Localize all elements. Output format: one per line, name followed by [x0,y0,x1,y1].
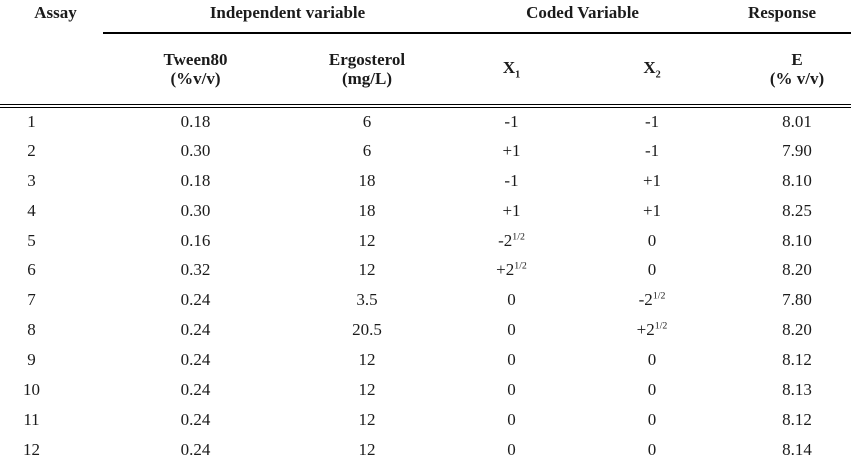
x1-symbol: X [502,57,516,77]
cell-ergosterol: 6 [362,111,372,131]
cell-assay: 10 [23,379,40,399]
col-header-x2 [591,33,713,106]
table-row [0,166,851,196]
x1-value: -1 [504,170,519,190]
cell-x1 [472,345,591,375]
cell-x2 [591,226,713,256]
cell-assay: 1 [27,111,36,131]
tween80-unit: (%v/v) [170,69,221,88]
cell-tween80: 0.30 [180,200,211,220]
x2-value: 0 [647,230,657,250]
cell-x1 [472,196,591,226]
x2-value: -1 [644,140,660,160]
x1-value: 0 [507,379,516,399]
x1-value: 0 [507,350,516,370]
cell-tween80: 0.24 [180,350,211,370]
col-header-assay: Assay [0,0,103,106]
cell-assay: 4 [27,200,36,220]
cell-ergosterol: 12 [358,409,376,429]
cell-tween80: 0.32 [180,260,211,280]
group-header-coded: Coded Variable [472,0,713,33]
ergosterol-unit: (mg/L) [341,69,393,88]
x2-exponent: 1/2 [654,320,668,332]
x2-value: +2 [636,320,655,340]
cell-x1 [472,285,591,315]
cell-assay: 7 [27,290,36,310]
cell-x2 [591,196,713,226]
cell-x1 [472,435,591,465]
group-header-response: Response [713,0,851,33]
cell-x1 [472,136,591,166]
cell-ergosterol: 18 [358,170,376,190]
table-row [0,136,851,166]
x2-value: 0 [647,379,657,399]
cell-x1 [472,255,591,285]
cell-e: 8.14 [782,439,812,459]
table-row [0,255,851,285]
cell-tween80: 0.30 [180,140,211,160]
x2-exponent: 1/2 [652,290,666,302]
cell-assay: 9 [27,350,36,370]
cell-x1 [472,375,591,405]
x1-value: 0 [507,320,516,340]
cell-ergosterol: 12 [358,260,376,280]
cell-tween80: 0.24 [180,290,211,310]
ergosterol-label: Ergosterol [328,49,406,69]
table-row [0,405,851,435]
table-row [0,435,851,465]
cell-assay: 5 [27,230,36,250]
cell-x2 [591,166,713,196]
table-row [0,375,851,405]
sub-header-row [0,33,851,106]
cell-e: 8.13 [782,379,812,399]
cell-assay: 11 [23,409,40,429]
cell-assay: 2 [27,140,36,160]
cell-ergosterol: 12 [358,230,376,250]
table-row [0,315,851,345]
cell-tween80: 0.18 [180,170,211,190]
cell-ergosterol: 12 [358,379,376,399]
cell-ergosterol: 12 [358,350,376,370]
group-header-independent: Independent variable [103,0,472,33]
cell-x2 [591,435,713,465]
col-header-e [713,33,851,106]
table-row [0,345,851,375]
cell-x2 [591,375,713,405]
cell-x1 [472,405,591,435]
cell-e: 8.25 [782,200,812,220]
cell-e: 8.12 [782,409,812,429]
col-header-tween80 [103,33,288,106]
cell-x2 [591,106,713,136]
e-label: E [791,49,803,69]
cell-assay: 8 [27,320,36,340]
cell-tween80: 0.16 [180,230,211,250]
cell-x1 [472,315,591,345]
cell-tween80: 0.18 [180,111,211,131]
x2-value: 0 [647,260,657,280]
cell-e: 8.20 [782,260,812,280]
cell-tween80: 0.24 [180,439,211,459]
e-unit: (% v/v) [769,69,825,88]
cell-x2 [591,285,713,315]
x1-value: -1 [504,111,519,131]
cell-ergosterol: 20.5 [352,320,382,340]
table-header [0,0,851,106]
cell-x2 [591,315,713,345]
x1-value: +2 [496,260,515,280]
x2-value: 0 [647,439,657,459]
x1-value: 0 [507,439,516,459]
col-header-ergosterol [288,33,472,106]
cell-ergosterol: 18 [358,200,376,220]
x1-value: +1 [502,140,521,160]
x1-exponent: 1/2 [512,230,525,242]
table-row [0,196,851,226]
cell-x2 [591,405,713,435]
x2-value: -1 [644,111,660,131]
x1-subscript: 1 [515,68,521,80]
table-body [0,106,851,465]
x1-value: +1 [502,200,521,220]
x2-value: +1 [642,170,662,190]
table-row [0,226,851,256]
cell-ergosterol: 3.5 [356,290,378,310]
cell-e: 8.10 [782,230,812,250]
x1-value: -2 [498,230,513,250]
cell-e: 7.80 [782,290,812,310]
col-header-x1 [472,33,591,106]
cell-x2 [591,136,713,166]
x2-value: 0 [647,350,657,370]
x2-symbol: X [643,57,656,77]
cell-tween80: 0.24 [180,379,211,399]
x2-value: -2 [638,290,653,310]
cell-x1 [472,106,591,136]
cell-tween80: 0.24 [180,320,211,340]
cell-ergosterol: 6 [362,140,372,160]
cell-x1 [472,166,591,196]
x1-exponent: 1/2 [514,260,527,272]
x2-subscript: 2 [655,68,661,80]
cell-tween80: 0.24 [180,409,211,429]
x1-value: 0 [507,409,516,429]
table-row [0,106,851,136]
x2-value: +1 [642,200,662,220]
cell-assay: 6 [27,260,36,280]
cell-assay: 3 [27,170,36,190]
group-header-row [0,0,851,33]
cell-x1 [472,226,591,256]
tween80-label: Tween80 [163,49,228,69]
cell-e: 7.90 [782,140,812,160]
cell-e: 8.01 [782,111,812,131]
cell-e: 8.20 [782,320,812,340]
cell-x2 [591,345,713,375]
cell-assay: 12 [23,439,40,459]
cell-e: 8.10 [782,170,812,190]
x1-value: 0 [507,290,516,310]
cell-ergosterol: 12 [358,439,376,459]
cell-e: 8.12 [782,350,812,370]
cell-x2 [591,255,713,285]
x2-value: 0 [647,409,657,429]
table-row [0,285,851,315]
